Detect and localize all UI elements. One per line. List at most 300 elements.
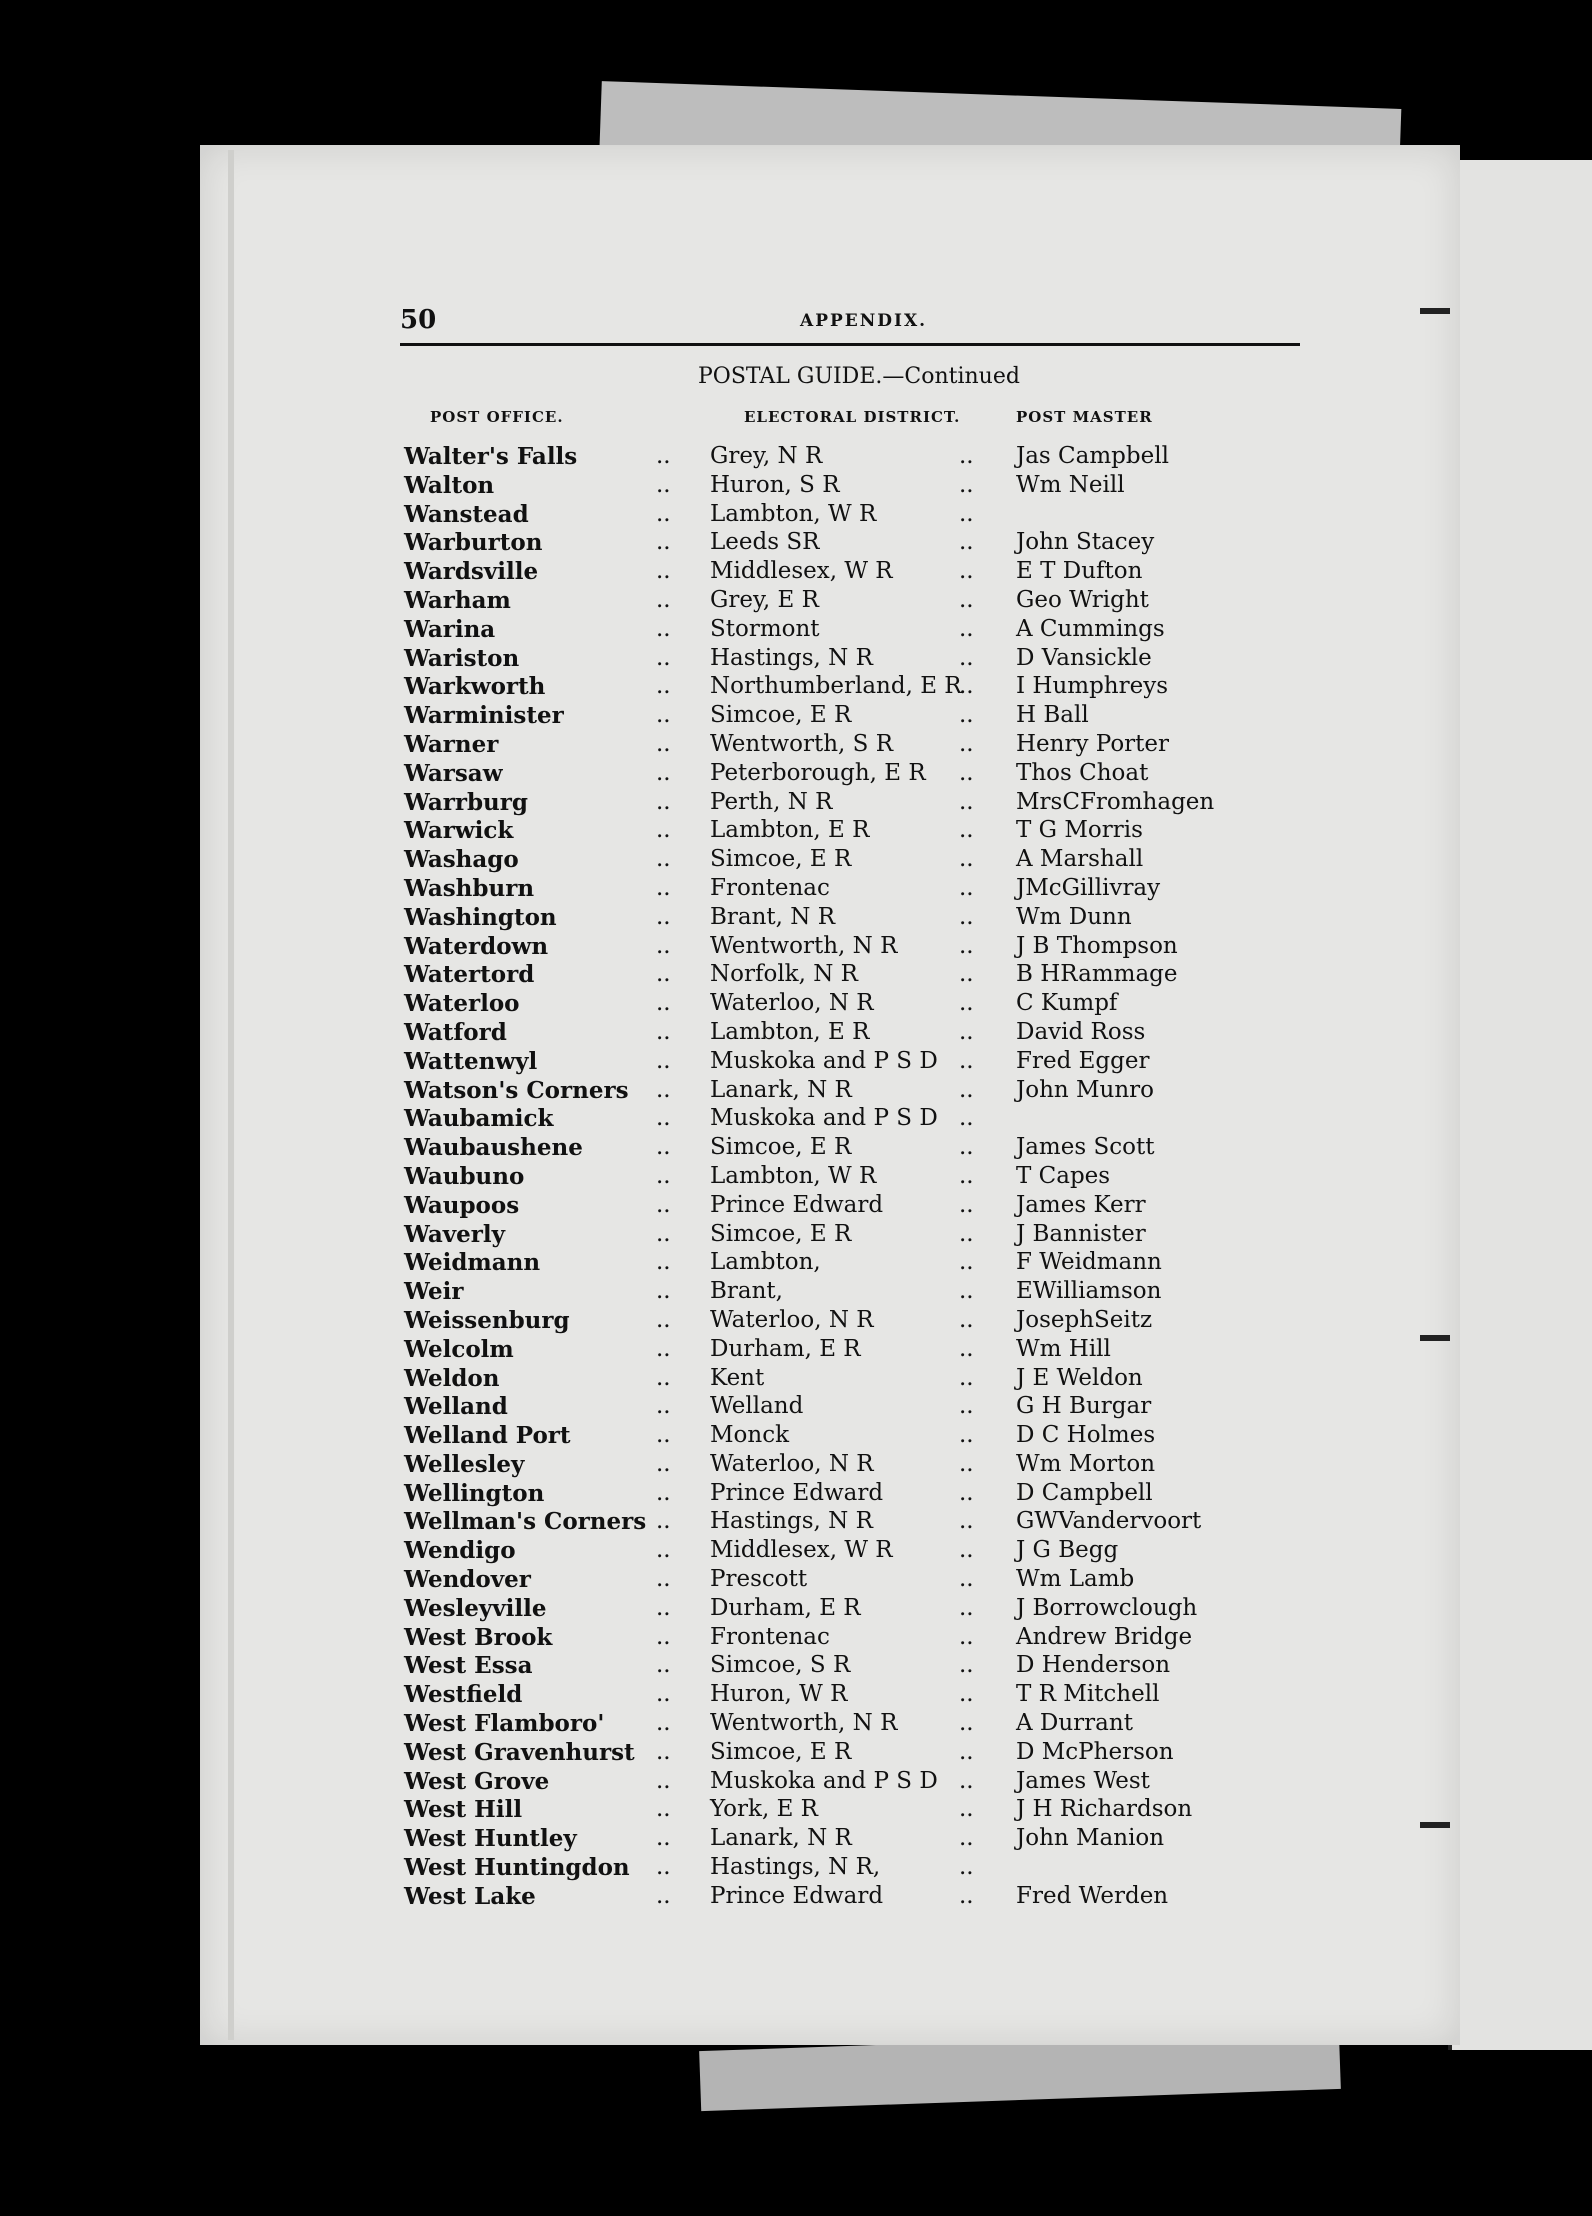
electoral-district-cell: Simcoe, E R <box>710 1134 852 1161</box>
table-row <box>404 1854 1324 1883</box>
leader-dots: .. <box>656 702 671 729</box>
table-row <box>404 645 1324 674</box>
table-row <box>404 1365 1324 1394</box>
leader-dots: .. <box>959 443 974 469</box>
leader-dots: .. <box>959 1076 974 1103</box>
leader-dots: .. <box>959 471 974 498</box>
post-master-cell: E T Dufton <box>1016 558 1143 585</box>
post-office-cell: Warburton <box>404 529 543 557</box>
post-master-cell: Jas Campbell <box>1016 443 1169 469</box>
post-master-cell: T Capes <box>1016 1162 1111 1189</box>
post-master-cell: Andrew Bridge <box>1016 1623 1193 1650</box>
post-master-cell: John Stacey <box>1016 529 1155 556</box>
leader-dots: .. <box>656 1537 671 1564</box>
post-office-cell: Wariston <box>404 644 520 672</box>
electoral-district-cell: Northumberland, E R <box>710 673 962 700</box>
leader-dots: .. <box>959 1191 974 1218</box>
table-row <box>404 789 1324 818</box>
post-master-cell: G H Burgar <box>1016 1393 1152 1420</box>
electoral-district-cell: Frontenac <box>710 874 830 901</box>
post-master-cell: Wm Hill <box>1016 1335 1111 1362</box>
leader-dots: .. <box>656 586 671 613</box>
post-master-cell: Wm Morton <box>1016 1450 1156 1477</box>
electoral-district-cell: Perth, N R <box>710 788 833 815</box>
table-row <box>404 587 1324 616</box>
post-office-cell: Watertord <box>404 961 535 989</box>
electoral-district-cell: Muskoka and P S D <box>710 1105 938 1132</box>
table-row <box>404 1566 1324 1595</box>
post-office-cell: West Huntley <box>404 1825 577 1853</box>
table-row <box>404 529 1324 558</box>
column-header-post-master: POST MASTER <box>1016 408 1153 426</box>
leader-dots: .. <box>959 1508 974 1535</box>
electoral-district-cell: Frontenac <box>710 1623 830 1650</box>
post-master-cell: John Munro <box>1016 1076 1155 1103</box>
leader-dots: .. <box>656 1335 671 1362</box>
post-master-cell: T G Morris <box>1016 817 1143 844</box>
post-master-cell: James Scott <box>1016 1134 1155 1161</box>
leader-dots: .. <box>959 500 974 527</box>
table-row <box>404 904 1324 933</box>
post-office-cell: Waupoos <box>404 1191 520 1219</box>
column-header-post-office: POST OFFICE. <box>430 408 564 426</box>
post-master-cell: C Kumpf <box>1016 990 1118 1017</box>
electoral-district-cell: Lambton, <box>710 1249 821 1276</box>
electoral-district-cell: Simcoe, S R <box>710 1652 851 1679</box>
leader-dots: .. <box>959 1767 974 1794</box>
electoral-district-cell: Prescott <box>710 1566 808 1593</box>
post-office-cell: Waterloo <box>404 990 520 1018</box>
leader-dots: .. <box>656 1854 671 1881</box>
electoral-district-cell: Hastings, N R <box>710 644 873 671</box>
table-row <box>404 1710 1324 1739</box>
leader-dots: .. <box>959 702 974 729</box>
post-master-cell: A Cummings <box>1016 615 1165 642</box>
leader-dots: .. <box>959 1566 974 1593</box>
leader-dots: .. <box>959 1162 974 1189</box>
table-row <box>404 1681 1324 1710</box>
post-office-cell: Weidmann <box>404 1249 541 1277</box>
post-office-cell: Waubaushene <box>404 1134 583 1162</box>
leader-dots: .. <box>656 1422 671 1449</box>
post-master-cell: David Ross <box>1016 1018 1146 1045</box>
electoral-district-cell: Prince Edward <box>710 1479 884 1506</box>
post-office-cell: Warham <box>404 586 511 614</box>
leader-dots: .. <box>656 874 671 901</box>
electoral-district-cell: Durham, E R <box>710 1335 861 1362</box>
leader-dots: .. <box>656 932 671 959</box>
header-rule <box>400 343 1300 346</box>
post-office-cell: Watford <box>404 1018 507 1046</box>
electoral-district-cell: Simcoe, E R <box>710 846 852 873</box>
post-office-cell: Washburn <box>404 874 535 902</box>
table-row <box>404 1048 1324 1077</box>
leader-dots: .. <box>656 1882 671 1909</box>
leader-dots: .. <box>656 558 671 585</box>
post-master-cell: D Vansickle <box>1016 644 1152 671</box>
leader-dots: .. <box>959 961 974 988</box>
leader-dots: .. <box>656 1278 671 1305</box>
page-number: 50 <box>400 305 437 335</box>
post-office-cell: West Grove <box>404 1767 550 1795</box>
electoral-district-cell: Brant, N R <box>710 903 836 930</box>
post-master-cell: A Marshall <box>1016 846 1144 873</box>
table-row <box>404 846 1324 875</box>
post-office-cell: West Lake <box>404 1882 536 1910</box>
section-title: POSTAL GUIDE.—Continued <box>698 364 1020 389</box>
leader-dots: .. <box>959 558 974 585</box>
electoral-district-cell: Prince Edward <box>710 1882 884 1909</box>
leader-dots: .. <box>959 846 974 873</box>
leader-dots: .. <box>959 1738 974 1765</box>
leader-dots: .. <box>656 1220 671 1247</box>
table-row <box>404 933 1324 962</box>
table-row <box>404 1768 1324 1797</box>
electoral-district-cell: Norfolk, N R <box>710 961 858 988</box>
leader-dots: .. <box>656 529 671 556</box>
leader-dots: .. <box>959 903 974 930</box>
leader-dots: .. <box>959 1652 974 1679</box>
facing-page <box>1448 160 1592 2050</box>
post-master-cell: J H Richardson <box>1016 1796 1193 1823</box>
post-master-cell: B HRammage <box>1016 961 1178 988</box>
table-row <box>404 673 1324 702</box>
post-master-cell: Thos Choat <box>1016 759 1149 786</box>
post-master-cell: Wm Lamb <box>1016 1566 1135 1593</box>
post-office-cell: Warner <box>404 730 499 758</box>
table-row <box>404 1624 1324 1653</box>
electoral-district-cell: Waterloo, N R <box>710 1306 874 1333</box>
postal-guide-table <box>404 443 1324 1912</box>
table-row <box>404 1451 1324 1480</box>
table-row <box>404 1221 1324 1250</box>
page-edge <box>228 150 234 2040</box>
leader-dots: .. <box>656 1767 671 1794</box>
leader-dots: .. <box>959 586 974 613</box>
post-master-cell: J G Begg <box>1016 1537 1119 1564</box>
electoral-district-cell: Wentworth, N R <box>710 1710 898 1737</box>
leader-dots: .. <box>656 846 671 873</box>
post-office-cell: Weldon <box>404 1364 500 1392</box>
post-office-cell: Waubamick <box>404 1105 554 1133</box>
post-office-cell: West Huntingdon <box>404 1854 630 1882</box>
post-office-cell: Walton <box>404 471 495 499</box>
leader-dots: .. <box>959 1335 974 1362</box>
post-office-cell: West Essa <box>404 1652 533 1680</box>
electoral-district-cell: Simcoe, E R <box>710 1738 852 1765</box>
leader-dots: .. <box>656 990 671 1017</box>
table-row <box>404 1537 1324 1566</box>
post-master-cell: James Kerr <box>1016 1191 1146 1218</box>
post-master-cell: John Manion <box>1016 1825 1165 1852</box>
leader-dots: .. <box>656 1162 671 1189</box>
leader-dots: .. <box>656 615 671 642</box>
table-row <box>404 1595 1324 1624</box>
electoral-district-cell: Waterloo, N R <box>710 1450 874 1477</box>
leader-dots: .. <box>959 1393 974 1420</box>
leader-dots: .. <box>959 730 974 757</box>
table-row <box>404 1480 1324 1509</box>
table-row <box>404 1652 1324 1681</box>
leader-dots: .. <box>959 1681 974 1708</box>
table-row <box>404 760 1324 789</box>
leader-dots: .. <box>959 932 974 959</box>
table-row <box>404 961 1324 990</box>
leader-dots: .. <box>656 443 671 469</box>
post-master-cell: EWilliamson <box>1016 1278 1162 1305</box>
table-row <box>404 1825 1324 1854</box>
leader-dots: .. <box>656 788 671 815</box>
post-master-cell: JMcGillivray <box>1016 874 1161 901</box>
post-master-cell: MrsCFromhagen <box>1016 788 1215 815</box>
leader-dots: .. <box>656 817 671 844</box>
leader-dots: .. <box>656 1105 671 1132</box>
table-row <box>404 817 1324 846</box>
table-row <box>404 1192 1324 1221</box>
electoral-district-cell: Hastings, N R, <box>710 1854 881 1881</box>
leader-dots: .. <box>656 644 671 671</box>
post-office-cell: Wanstead <box>404 500 529 528</box>
electoral-district-cell: Kent <box>710 1364 765 1391</box>
leader-dots: .. <box>959 1825 974 1852</box>
post-master-cell: Wm Dunn <box>1016 903 1132 930</box>
binding-stitch <box>1420 308 1450 314</box>
electoral-district-cell: Wentworth, N R <box>710 932 898 959</box>
electoral-district-cell: Waterloo, N R <box>710 990 874 1017</box>
table-row <box>404 1336 1324 1365</box>
leader-dots: .. <box>656 759 671 786</box>
leader-dots: .. <box>656 1076 671 1103</box>
leader-dots: .. <box>656 1393 671 1420</box>
leader-dots: .. <box>656 1306 671 1333</box>
leader-dots: .. <box>656 1191 671 1218</box>
leader-dots: .. <box>656 1047 671 1074</box>
leader-dots: .. <box>656 1249 671 1276</box>
leader-dots: .. <box>959 874 974 901</box>
running-head: APPENDIX. <box>800 311 928 331</box>
electoral-district-cell: Muskoka and P S D <box>710 1047 938 1074</box>
post-master-cell: Wm Neill <box>1016 471 1125 498</box>
leader-dots: .. <box>656 1681 671 1708</box>
post-office-cell: West Brook <box>404 1623 553 1651</box>
post-office-cell: Wellesley <box>404 1450 525 1478</box>
table-row <box>404 443 1324 472</box>
table-row <box>404 501 1324 530</box>
leader-dots: .. <box>656 500 671 527</box>
post-office-cell: West Hill <box>404 1796 523 1824</box>
post-master-cell: F Weidmann <box>1016 1249 1162 1276</box>
column-headers <box>404 408 1324 432</box>
electoral-district-cell: Lanark, N R <box>710 1825 852 1852</box>
leader-dots: .. <box>959 1594 974 1621</box>
post-master-cell: GWVandervoort <box>1016 1508 1202 1535</box>
leader-dots: .. <box>959 1364 974 1391</box>
leader-dots: .. <box>959 1018 974 1045</box>
electoral-district-cell: Grey, E R <box>710 586 819 613</box>
table-row <box>404 875 1324 904</box>
leader-dots: .. <box>656 1479 671 1506</box>
leader-dots: .. <box>959 788 974 815</box>
post-office-cell: Wendover <box>404 1566 531 1594</box>
electoral-district-cell: Grey, N R <box>710 443 823 469</box>
table-row <box>404 1134 1324 1163</box>
post-master-cell: I Humphreys <box>1016 673 1169 700</box>
table-row <box>404 990 1324 1019</box>
electoral-district-cell: Simcoe, E R <box>710 1220 852 1247</box>
leader-dots: .. <box>959 1249 974 1276</box>
leader-dots: .. <box>656 903 671 930</box>
leader-dots: .. <box>959 1479 974 1506</box>
electoral-district-cell: Lambton, W R <box>710 1162 877 1189</box>
post-office-cell: Weir <box>404 1278 464 1306</box>
post-master-cell: D Campbell <box>1016 1479 1153 1506</box>
electoral-district-cell: Lanark, N R <box>710 1076 852 1103</box>
post-office-cell: West Gravenhurst <box>404 1738 635 1766</box>
electoral-district-cell: York, E R <box>710 1796 819 1823</box>
post-office-cell: Waubuno <box>404 1162 525 1190</box>
table-row <box>404 472 1324 501</box>
electoral-district-cell: Welland <box>710 1393 804 1420</box>
post-master-cell: JosephSeitz <box>1016 1306 1153 1333</box>
leader-dots: .. <box>959 1422 974 1449</box>
post-office-cell: Wellman's Corners <box>404 1508 647 1536</box>
post-office-cell: Wattenwyl <box>404 1047 538 1075</box>
leader-dots: .. <box>959 529 974 556</box>
post-master-cell: D Henderson <box>1016 1652 1171 1679</box>
electoral-district-cell: Stormont <box>710 615 820 642</box>
table-row <box>404 1105 1324 1134</box>
table-row <box>404 1249 1324 1278</box>
post-office-cell: West Flamboro' <box>404 1710 605 1738</box>
electoral-district-cell: Middlesex, W R <box>710 1537 893 1564</box>
electoral-district-cell: Huron, W R <box>710 1681 848 1708</box>
electoral-district-cell: Middlesex, W R <box>710 558 893 585</box>
leader-dots: .. <box>959 1220 974 1247</box>
leader-dots: .. <box>656 1652 671 1679</box>
leader-dots: .. <box>959 1105 974 1132</box>
post-office-cell: Welland <box>404 1393 508 1421</box>
post-master-cell: Fred Werden <box>1016 1882 1169 1909</box>
electoral-district-cell: Hastings, N R <box>710 1508 873 1535</box>
electoral-district-cell: Lambton, W R <box>710 500 877 527</box>
leader-dots: .. <box>656 1566 671 1593</box>
leader-dots: .. <box>959 1306 974 1333</box>
electoral-district-cell: Lambton, E R <box>710 1018 870 1045</box>
post-office-cell: Wardsville <box>404 558 539 586</box>
leader-dots: .. <box>959 1134 974 1161</box>
post-office-cell: Warminister <box>404 702 564 730</box>
electoral-district-cell: Leeds SR <box>710 529 820 556</box>
post-office-cell: Waverly <box>404 1220 505 1248</box>
electoral-district-cell: Muskoka and P S D <box>710 1767 938 1794</box>
post-master-cell: A Durrant <box>1016 1710 1133 1737</box>
electoral-district-cell: Huron, S R <box>710 471 840 498</box>
table-row <box>404 1278 1324 1307</box>
post-office-cell: Warrburg <box>404 788 528 816</box>
leader-dots: .. <box>656 1623 671 1650</box>
table-row <box>404 1393 1324 1422</box>
leader-dots: .. <box>656 1796 671 1823</box>
electoral-district-cell: Lambton, E R <box>710 817 870 844</box>
leader-dots: .. <box>959 1278 974 1305</box>
leader-dots: .. <box>656 1508 671 1535</box>
leader-dots: .. <box>656 730 671 757</box>
post-master-cell: D McPherson <box>1016 1738 1174 1765</box>
post-master-cell: H Ball <box>1016 702 1089 729</box>
table-row <box>404 731 1324 760</box>
post-office-cell: Westfield <box>404 1681 523 1709</box>
leader-dots: .. <box>656 1594 671 1621</box>
leader-dots: .. <box>959 644 974 671</box>
leader-dots: .. <box>959 1450 974 1477</box>
post-master-cell: D C Holmes <box>1016 1422 1156 1449</box>
leader-dots: .. <box>656 1018 671 1045</box>
leader-dots: .. <box>656 1738 671 1765</box>
column-header-electoral-district: ELECTORAL DISTRICT. <box>744 408 961 426</box>
table-row <box>404 1796 1324 1825</box>
post-office-cell: Welcolm <box>404 1335 514 1363</box>
electoral-district-cell: Durham, E R <box>710 1594 861 1621</box>
table-row <box>404 558 1324 587</box>
leader-dots: .. <box>656 673 671 700</box>
binding-stitch <box>1420 1335 1450 1341</box>
post-office-cell: Warwick <box>404 817 514 845</box>
leader-dots: .. <box>959 759 974 786</box>
leader-dots: .. <box>959 673 974 700</box>
post-office-cell: Warina <box>404 615 496 643</box>
post-office-cell: Washago <box>404 846 519 874</box>
leader-dots: .. <box>959 1882 974 1909</box>
table-row <box>404 702 1324 731</box>
leader-dots: .. <box>656 471 671 498</box>
electoral-district-cell: Simcoe, E R <box>710 702 852 729</box>
post-office-cell: Washington <box>404 903 557 931</box>
post-master-cell: James West <box>1016 1767 1150 1794</box>
post-office-cell: Watson's Corners <box>404 1076 629 1104</box>
electoral-district-cell: Prince Edward <box>710 1191 884 1218</box>
post-office-cell: Wesleyville <box>404 1594 547 1622</box>
leader-dots: .. <box>656 1710 671 1737</box>
table-row <box>404 616 1324 645</box>
post-office-cell: Warsaw <box>404 759 503 787</box>
leader-dots: .. <box>959 1796 974 1823</box>
leader-dots: .. <box>656 1134 671 1161</box>
electoral-district-cell: Monck <box>710 1422 790 1449</box>
leader-dots: .. <box>656 1825 671 1852</box>
leader-dots: .. <box>959 615 974 642</box>
post-office-cell: Warkworth <box>404 673 546 701</box>
table-row <box>404 1307 1324 1336</box>
post-master-cell: J E Weldon <box>1016 1364 1143 1391</box>
leader-dots: .. <box>959 1047 974 1074</box>
leader-dots: .. <box>959 1537 974 1564</box>
electoral-district-cell: Peterborough, E R <box>710 759 926 786</box>
post-master-cell: Fred Egger <box>1016 1047 1150 1074</box>
electoral-district-cell: Brant, <box>710 1278 783 1305</box>
table-row <box>404 1163 1324 1192</box>
page-header <box>400 305 1300 345</box>
post-master-cell: J B Thompson <box>1016 932 1178 959</box>
post-master-cell: T R Mitchell <box>1016 1681 1160 1708</box>
electoral-district-cell: Wentworth, S R <box>710 730 894 757</box>
post-master-cell: Henry Porter <box>1016 730 1170 757</box>
leader-dots: .. <box>959 1854 974 1881</box>
table-row <box>404 1077 1324 1106</box>
binding-stitch <box>1420 1822 1450 1828</box>
leader-dots: .. <box>959 817 974 844</box>
post-office-cell: Welland Port <box>404 1422 571 1450</box>
table-row <box>404 1739 1324 1768</box>
